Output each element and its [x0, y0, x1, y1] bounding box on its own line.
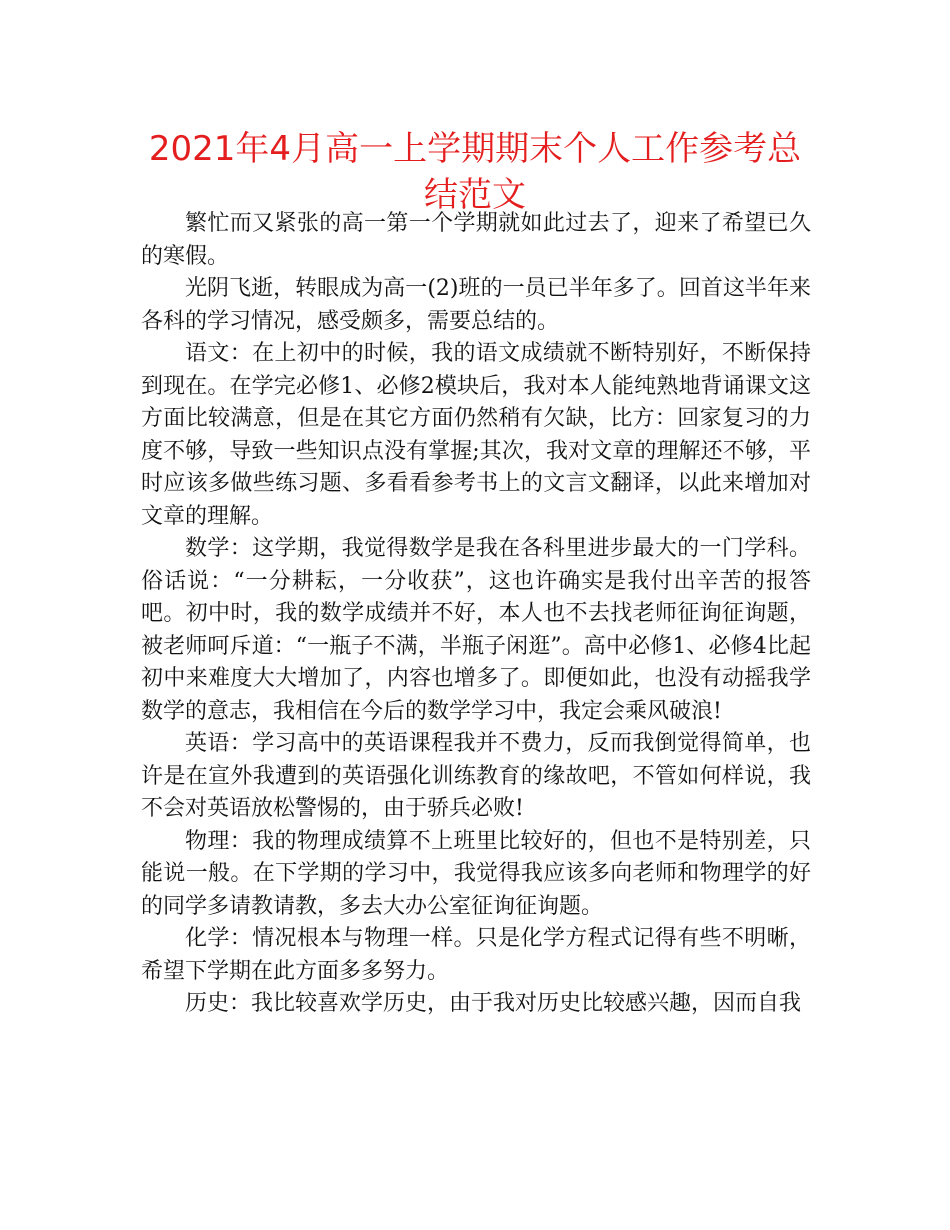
paragraph-reflection: 光阴飞逝，转眼成为高一(2)班的一员已半年多了。回首这半年来各科的学习情况，感受颇多，需要总结的。 [141, 276, 811, 334]
paragraph-english: 英语：学习高中的英语课程我并不费力，反而我倒觉得简单，也许是在宣外我遭到的英语强化训练教育的缘故吧，不管如何样说，我不会对英语放松警惕的，由于骄兵必败! [141, 731, 811, 821]
paragraph-math: 数学：这学期，我觉得数学是我在各科里进步最大的一门学科。俗话说：“一分耕耘，一分收获”，这也许确实是我付出辛苦的报答吧。初中时，我的数学成绩并不好，本人也不去找老师征询征询题，被老师呵斥道：“一瓶子不满，半瓶子闲逛”。高中必修1、必修4比起初中来难度大大增加了，内容也增多了。即便如此，也没有动摇我学数学的意志，我相信在今后的数学学习中，我定会乘风破浪! [141, 536, 811, 724]
paragraph-physics: 物理：我的物理成绩算不上班里比较好的，但也不是特别差，只能说一般。在下学期的学习中，我觉得我应该多向老师和物理学的好的同学多请教请教，多去大办公室征询征询题。 [141, 828, 811, 919]
paragraph-history: 历史：我比较喜欢学历史，由于我对历史比较感兴趣，因而自我 [185, 991, 802, 1016]
paragraph-chemistry: 化学：情况根本与物理一样。只是化学方程式记得有些不明晰，希望下学期在此方面多多努力。 [141, 926, 811, 984]
document-title: 2021年4月高一上学期期末个人工作参考总结范文 [148, 129, 802, 215]
paragraph-intro: 繁忙而又紧张的高一第一个学期就如此过去了，迎来了希望已久的寒假。 [141, 211, 811, 269]
document-body [141, 208, 811, 1021]
paragraph-chinese: 语文：在上初中的时候，我的语文成绩就不断特别好，不断保持到现在。在学完必修1、必修2模块后，我对本人能纯熟地背诵课文这方面比较满意，但是在其它方面仍然稍有欠缺，比方：回家复习的力度不够，导致一些知识点没有掌握;其次，我对文章的理解还不够，平时应该多做些练习题、多看看参考书上的文言文翻译，以此来增加对文章的理解。 [141, 341, 811, 529]
